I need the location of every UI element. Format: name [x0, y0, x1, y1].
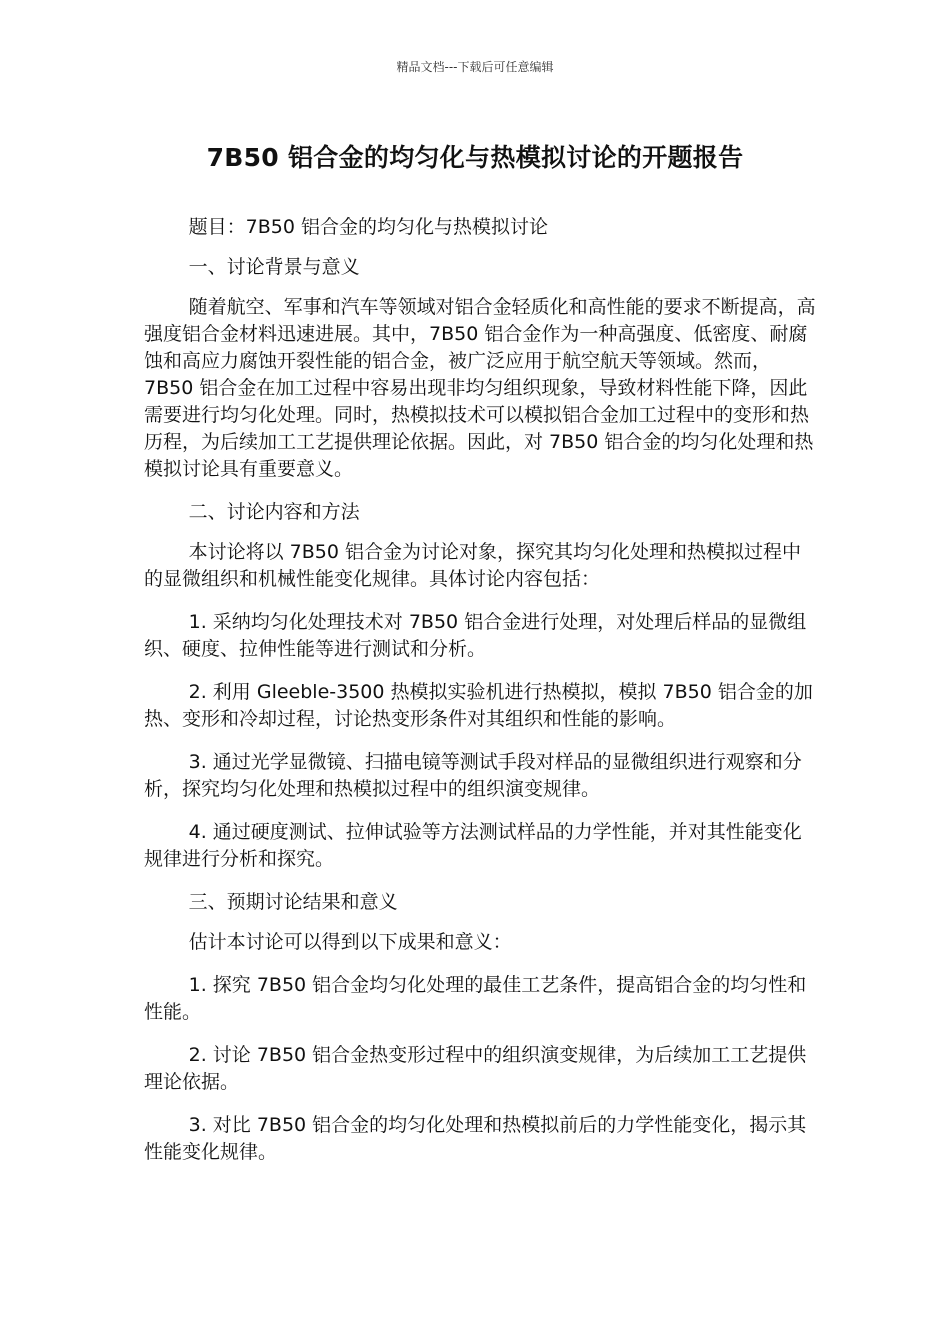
list-item: 4. 通过硬度测试、拉伸试验等方法测试样品的力学性能，并对其性能变化规律进行分析和探究。 [144, 821, 802, 870]
list-item: 2. 讨论 7B50 铝合金热变形过程中的组织演变规律，为后续加工工艺提供理论依据。 [144, 1044, 807, 1093]
section-heading: 三、预期讨论结果和意义 [188, 891, 398, 913]
document-title: 7B50 铝合金的均匀化与热模拟讨论的开题报告 [206, 143, 744, 172]
list-item: 3. 通过光学显微镜、扫描电镜等测试手段对样品的显微组织进行观察和分析，探究均匀化处理和热模拟过程中的组织演变规律。 [144, 751, 802, 800]
paragraph: 随着航空、军事和汽车等领域对铝合金轻质化和高性能的要求不断提高，高强度铝合金材料迅速进展。其中，7B50 铝合金作为一种高强度、低密度、耐腐蚀和高应力腐蚀开裂性能的铝合金，被广泛应用于航空航天等领域。然而，7B50 铝合金在加工过程中容易出现非均匀组织现象，导致材料性能下降，因此需要进行均匀化处理。同时，热模拟技术可以模拟铝合金加工过程中的变形和热历程，为后续加工工艺提供理论依据。因此，对 7B50 铝合金的均匀化处理和热模拟讨论具有重要意义。 [144, 296, 816, 480]
header-note: 精品文档---下载后可任意编辑 [396, 60, 554, 74]
topic-line: 题目：7B50 铝合金的均匀化与热模拟讨论 [188, 216, 548, 238]
section-heading: 一、讨论背景与意义 [188, 256, 360, 278]
list-item: 2. 利用 Gleeble-3500 热模拟实验机进行热模拟，模拟 7B50 铝合金的加热、变形和冷却过程，讨论热变形条件对其组织和性能的影响。 [144, 681, 813, 730]
paragraph: 本讨论将以 7B50 铝合金为讨论对象，探究其均匀化处理和热模拟过程中的显微组织和机械性能变化规律。具体讨论内容包括： [144, 541, 802, 590]
section-heading: 二、讨论内容和方法 [188, 501, 360, 523]
document-body [144, 214, 816, 1182]
list-item: 1. 探究 7B50 铝合金均匀化处理的最佳工艺条件，提高铝合金的均匀性和性能。 [144, 974, 807, 1023]
paragraph: 估计本讨论可以得到以下成果和意义： [188, 931, 512, 953]
list-item: 1. 采纳均匀化处理技术对 7B50 铝合金进行处理，对处理后样品的显微组织、硬度、拉伸性能等进行测试和分析。 [144, 611, 807, 660]
list-item: 3. 对比 7B50 铝合金的均匀化处理和热模拟前后的力学性能变化，揭示其性能变化规律。 [144, 1114, 807, 1163]
